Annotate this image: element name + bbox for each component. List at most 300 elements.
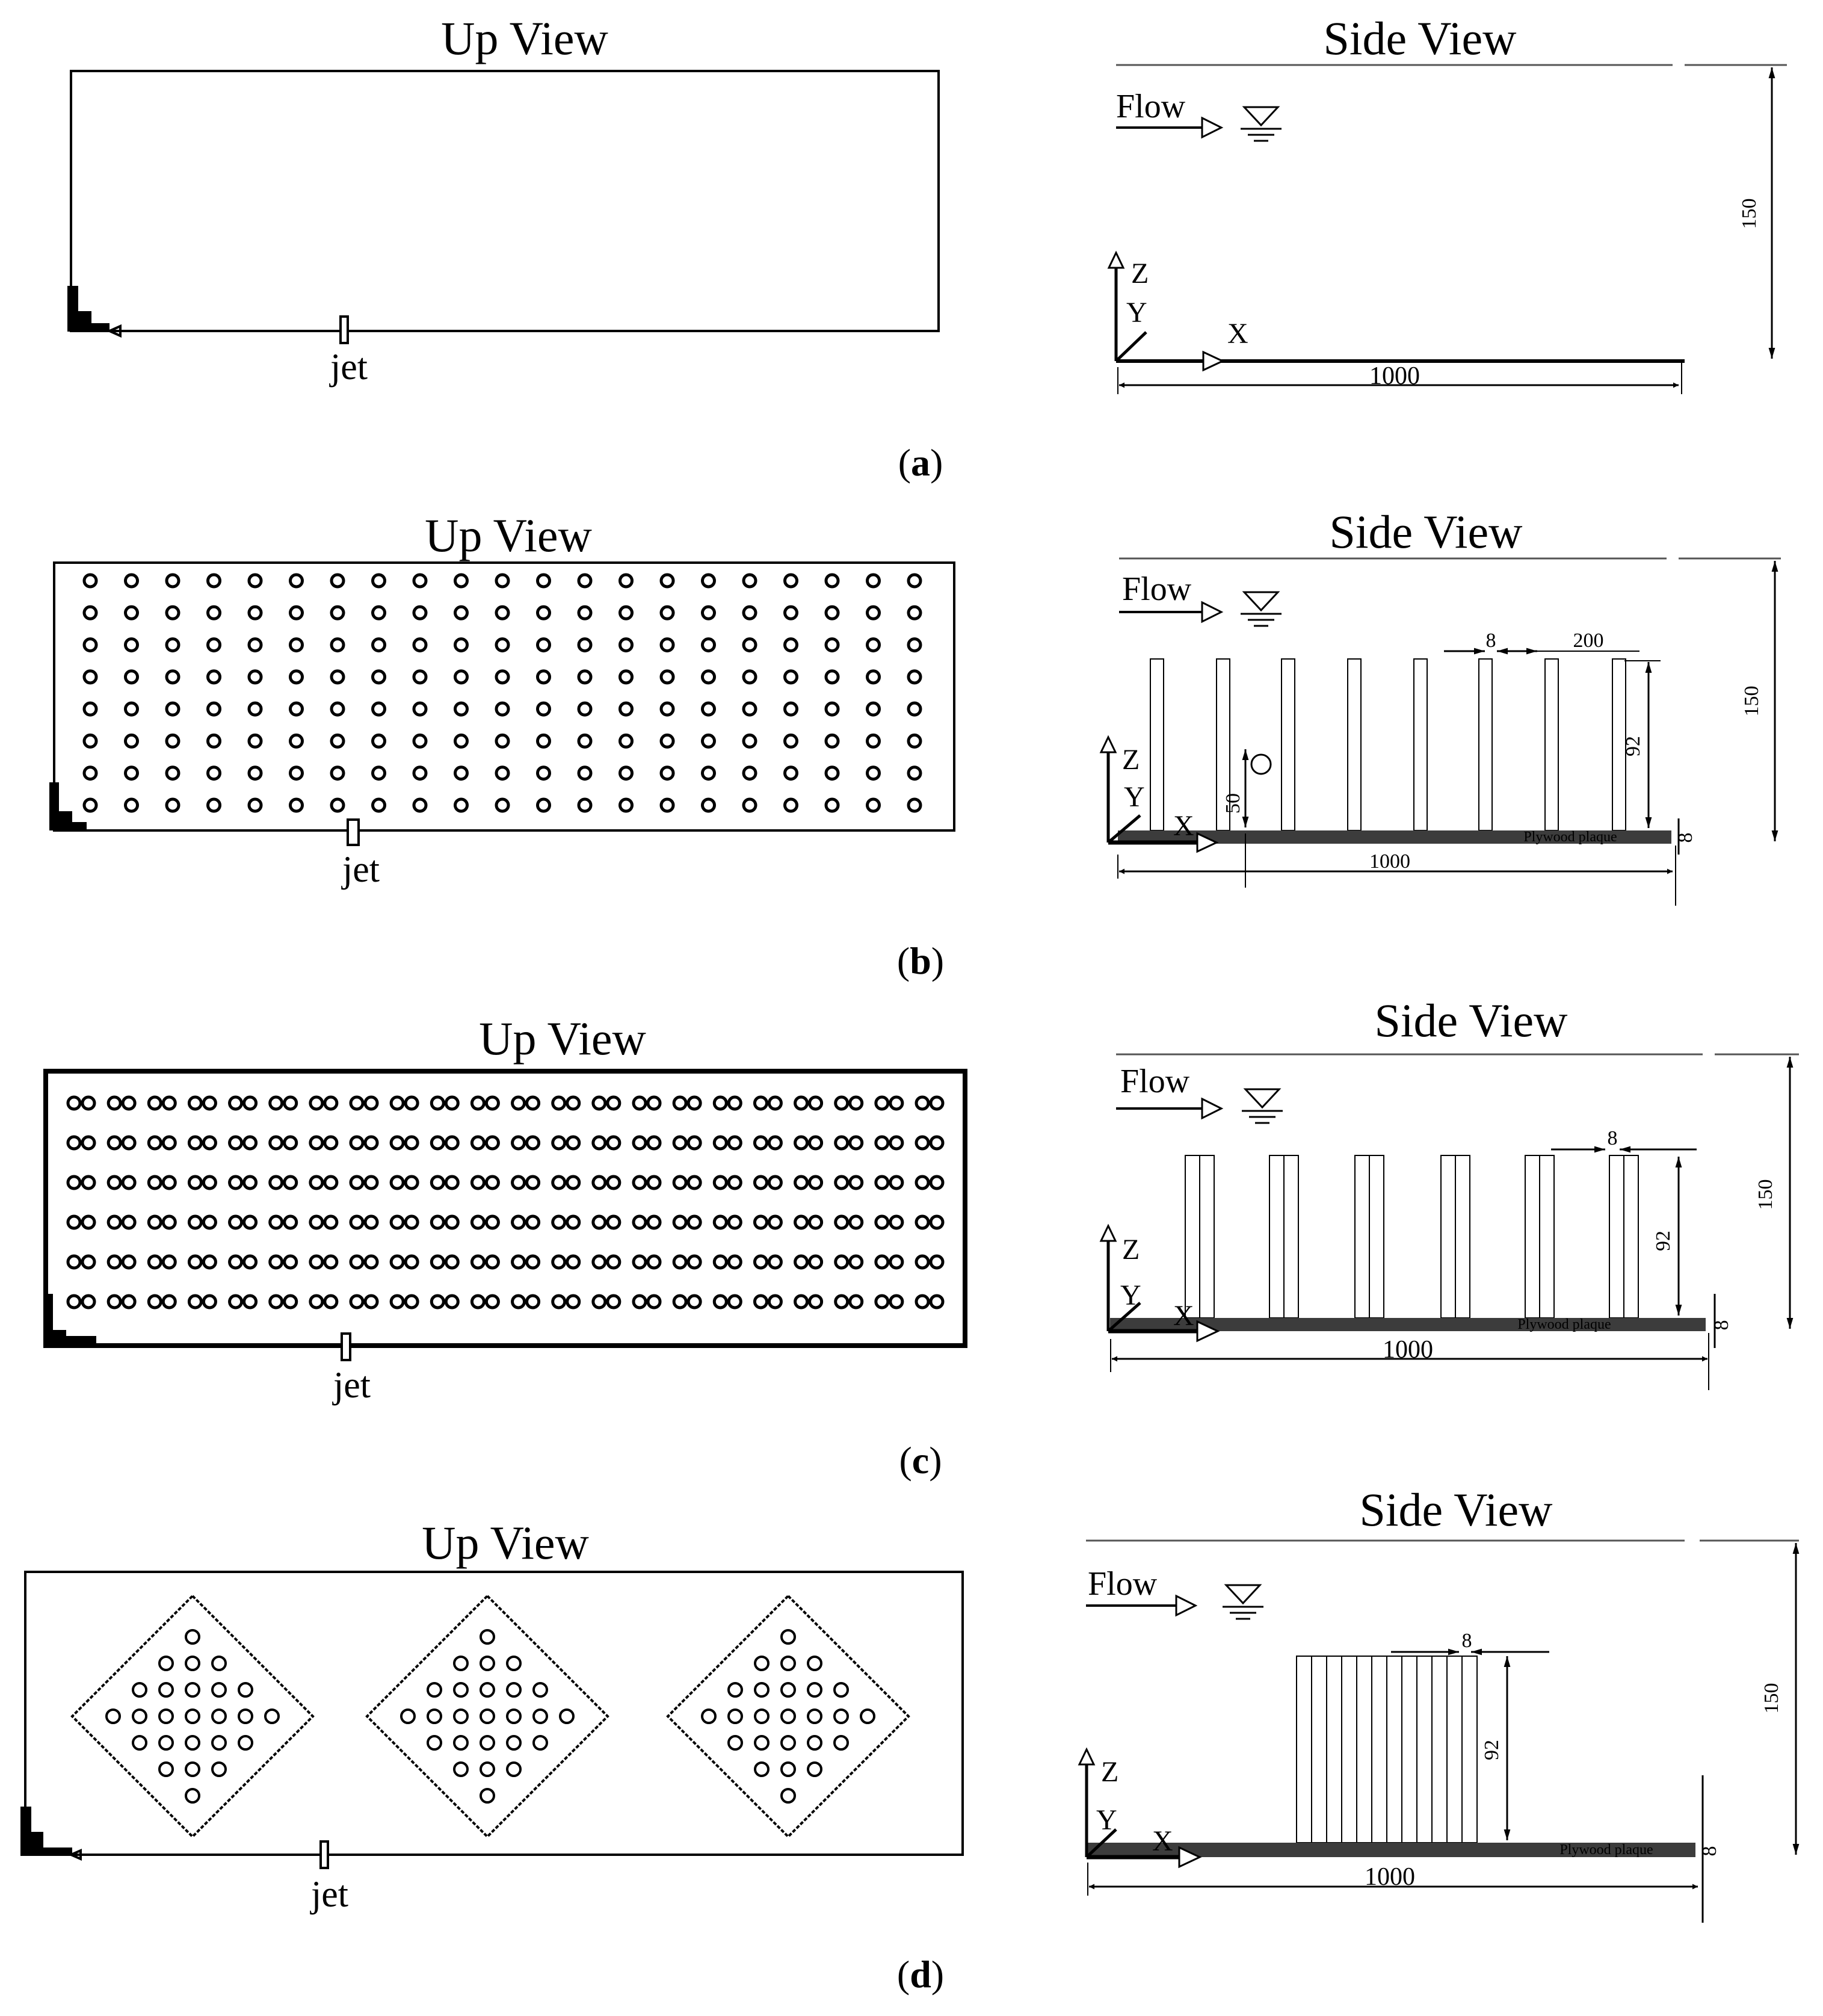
- roughness-element-pair: [391, 1256, 418, 1268]
- roughness-element: [167, 575, 179, 587]
- element-width-label: 8: [1607, 1127, 1618, 1149]
- panel-label-a: (a): [898, 441, 943, 484]
- roughness-element: [785, 703, 797, 715]
- roughness-element-pair: [795, 1097, 822, 1109]
- roughness-element: [428, 1683, 441, 1696]
- roughness-element-pair: [634, 1216, 660, 1228]
- up-view-d: [20, 1517, 963, 1915]
- roughness-element: [538, 639, 550, 651]
- roughness-element: [414, 735, 426, 747]
- roughness-element: [755, 1763, 768, 1776]
- roughness-element: [661, 799, 673, 811]
- roughness-element-pair: [634, 1097, 660, 1109]
- roughness-element: [212, 1736, 226, 1749]
- roughness-element: [729, 1683, 742, 1696]
- roughness-element-pair: [674, 1216, 700, 1228]
- roughness-element: [481, 1789, 494, 1802]
- flow-label: Flow: [1116, 88, 1186, 125]
- z-axis-arrow-icon: [1101, 737, 1115, 752]
- roughness-element-pair: [270, 1097, 297, 1109]
- roughness-element: [826, 671, 838, 683]
- roughness-element: [560, 1710, 573, 1723]
- roughness-element: [373, 799, 385, 811]
- roughness-element: [291, 575, 303, 587]
- roughness-element: [454, 1657, 467, 1670]
- flow-label: Flow: [1120, 1063, 1190, 1100]
- roughness-element-pair: [876, 1256, 902, 1268]
- roughness-element: [167, 671, 179, 683]
- roughness-element-pair: [836, 1177, 862, 1189]
- roughness-element-pair: [149, 1137, 175, 1149]
- water-level-icon: [1223, 1585, 1263, 1619]
- element-height-label: 92: [1481, 1740, 1503, 1760]
- roughness-element-pair: [513, 1256, 539, 1268]
- roughness-element: [186, 1683, 199, 1696]
- roughness-element: [834, 1683, 848, 1696]
- roughness-element: [908, 767, 921, 779]
- roughness-element-pair: [836, 1216, 862, 1228]
- roughness-element: [702, 1710, 715, 1723]
- z-axis-arrow-icon: [1109, 253, 1123, 268]
- roughness-element-pair: [513, 1137, 539, 1149]
- element-height-label: 92: [1622, 736, 1644, 756]
- roughness-element-pair: [431, 1256, 458, 1268]
- roughness-element-pair: [714, 1296, 741, 1308]
- roughness-element: [834, 1710, 848, 1723]
- roughness-element: [414, 639, 426, 651]
- roughness-element: [373, 703, 385, 715]
- length-dimension-label: 1000: [1369, 850, 1410, 873]
- diamond-roughness-clusters: [72, 1596, 908, 1837]
- roughness-element: [1297, 1656, 1312, 1843]
- roughness-element: [414, 607, 426, 619]
- roughness-element-pair: [68, 1137, 94, 1149]
- roughness-element: [782, 1710, 795, 1723]
- roughness-element: [212, 1710, 226, 1723]
- roughness-element: [159, 1710, 173, 1723]
- roughness-element-pair: [189, 1256, 215, 1268]
- roughness-element: [186, 1763, 199, 1776]
- roughness-element: [133, 1736, 146, 1749]
- roughness-element: [126, 703, 138, 715]
- roughness-element: [808, 1683, 821, 1696]
- roughness-element: [785, 639, 797, 651]
- roughness-element: [785, 767, 797, 779]
- roughness-element: [186, 1630, 199, 1643]
- roughness-element: [249, 799, 261, 811]
- roughness-element-grid: [68, 1097, 943, 1308]
- roughness-element-pair: [472, 1097, 498, 1109]
- roughness-element: [661, 735, 673, 747]
- roughness-element: [373, 671, 385, 683]
- roughness-element-pair: [553, 1216, 579, 1228]
- roughness-element: [332, 607, 344, 619]
- roughness-element: [455, 639, 467, 651]
- roughness-element: [208, 607, 220, 619]
- roughness-element: [1402, 1656, 1417, 1843]
- y-axis-label: Y: [1096, 1804, 1117, 1836]
- roughness-element: [291, 703, 303, 715]
- roughness-element: [212, 1763, 226, 1776]
- roughness-element: [579, 575, 591, 587]
- roughness-element-pair: [674, 1177, 700, 1189]
- roughness-element: [908, 799, 921, 811]
- roughness-element: [481, 1710, 494, 1723]
- x-axis-label: X: [1227, 318, 1248, 350]
- roughness-element-pair: [593, 1177, 620, 1189]
- roughness-element: [481, 1630, 494, 1643]
- roughness-element: [579, 703, 591, 715]
- panel-c: [43, 994, 1799, 1482]
- length-dimension-label: 1000: [1369, 362, 1420, 390]
- roughness-element-pairs: [1185, 1155, 1638, 1318]
- roughness-element-pair: [149, 1097, 175, 1109]
- roughness-element: [239, 1710, 252, 1723]
- roughness-element: [455, 607, 467, 619]
- jet-label: jet: [342, 849, 380, 890]
- roughness-element-pair: [876, 1097, 902, 1109]
- roughness-element: [454, 1763, 467, 1776]
- roughness-element: [401, 1710, 415, 1723]
- roughness-element-pair: [270, 1177, 297, 1189]
- y-axis-label: Y: [1120, 1279, 1141, 1311]
- roughness-element: [212, 1683, 226, 1696]
- roughness-element: [1348, 659, 1361, 830]
- roughness-element: [826, 799, 838, 811]
- roughness-element-pair: [754, 1216, 781, 1228]
- side-view-c: [1101, 994, 1799, 1390]
- side-view-b: [1101, 506, 1781, 906]
- roughness-element-pair: [230, 1296, 256, 1308]
- roughness-element: [782, 1630, 795, 1643]
- plate-label: Plywood plaque: [1523, 829, 1617, 845]
- roughness-element: [167, 799, 179, 811]
- roughness-element: [661, 703, 673, 715]
- panel-b: [49, 506, 1781, 982]
- roughness-element: [208, 671, 220, 683]
- roughness-element: [579, 799, 591, 811]
- roughness-element: [1432, 1656, 1447, 1843]
- roughness-element: [167, 607, 179, 619]
- roughness-element: [1312, 1656, 1327, 1843]
- roughness-element-pair: [351, 1216, 377, 1228]
- roughness-element: [332, 671, 344, 683]
- roughness-element-pair: [391, 1097, 418, 1109]
- roughness-element-pair: [754, 1097, 781, 1109]
- roughness-element-pair: [593, 1097, 620, 1109]
- roughness-element: [159, 1683, 173, 1696]
- roughness-element: [744, 575, 756, 587]
- roughness-element: [126, 799, 138, 811]
- roughness-element: [744, 799, 756, 811]
- roughness-element-pair: [795, 1296, 822, 1308]
- roughness-element: [414, 575, 426, 587]
- roughness-element: [861, 1710, 874, 1723]
- roughness-element-pair: [149, 1256, 175, 1268]
- roughness-element-pair: [431, 1296, 458, 1308]
- roughness-element: [661, 767, 673, 779]
- roughness-element: [84, 767, 96, 779]
- roughness-element-pair: [754, 1177, 781, 1189]
- roughness-element: [620, 799, 632, 811]
- roughness-element: [126, 671, 138, 683]
- roughness-element: [291, 607, 303, 619]
- roughness-element: [782, 1736, 795, 1749]
- roughness-element-pair: [108, 1256, 135, 1268]
- up-view-title: Up View: [425, 509, 592, 561]
- roughness-element: [868, 767, 880, 779]
- element-width-label: 8: [1461, 1630, 1472, 1652]
- roughness-element: [249, 767, 261, 779]
- height-dimension-label: 150: [1738, 198, 1760, 229]
- element-height-label: 92: [1652, 1231, 1674, 1251]
- plate-thickness-label: 8: [1710, 1320, 1733, 1331]
- roughness-element-pair: [108, 1137, 135, 1149]
- roughness-element: [620, 767, 632, 779]
- roughness-element-pair: [634, 1177, 660, 1189]
- roughness-element: [249, 671, 261, 683]
- roughness-element: [208, 735, 220, 747]
- roughness-element: [428, 1736, 441, 1749]
- roughness-element: [908, 639, 921, 651]
- roughness-element: [620, 607, 632, 619]
- roughness-element-pair: [916, 1097, 943, 1109]
- roughness-element: [826, 639, 838, 651]
- roughness-element: [908, 575, 921, 587]
- y-axis: [1116, 332, 1146, 361]
- up-view-title: Up View: [441, 12, 608, 64]
- roughness-element: [454, 1710, 467, 1723]
- roughness-element: [661, 607, 673, 619]
- side-view-title: Side View: [1323, 12, 1517, 64]
- z-axis-arrow-icon: [1079, 1749, 1094, 1764]
- roughness-element: [1545, 659, 1558, 830]
- roughness-element-pair: [876, 1296, 902, 1308]
- roughness-element: [868, 703, 880, 715]
- roughness-element: [579, 607, 591, 619]
- panel-label-d: (d): [896, 1953, 945, 1996]
- roughness-element: [186, 1710, 199, 1723]
- roughness-element: [1150, 659, 1164, 830]
- plate-label: Plywood plaque: [1517, 1317, 1611, 1332]
- roughness-element-pair: [714, 1256, 741, 1268]
- jet-label: jet: [311, 1874, 348, 1915]
- roughness-element: [782, 1683, 795, 1696]
- up-view-a: [67, 12, 939, 388]
- roughness-element-pair: [351, 1296, 377, 1308]
- roughness-element: [133, 1683, 146, 1696]
- y-axis-label: Y: [1126, 297, 1147, 329]
- x-axis-label: X: [1173, 810, 1194, 842]
- roughness-element: [534, 1710, 547, 1723]
- roughness-element: [332, 799, 344, 811]
- roughness-element: [249, 575, 261, 587]
- roughness-element-pair: [431, 1097, 458, 1109]
- flume-outline: [71, 71, 939, 331]
- corner-origin-marker: [20, 1807, 72, 1856]
- roughness-element: [908, 703, 921, 715]
- diamond-outline: [668, 1596, 908, 1837]
- roughness-element-pair: [149, 1177, 175, 1189]
- roughness-element-pair: [189, 1216, 215, 1228]
- roughness-element: [455, 767, 467, 779]
- roughness-element-pair: [68, 1256, 94, 1268]
- roughness-element-pair: [189, 1097, 215, 1109]
- roughness-element: [167, 735, 179, 747]
- up-view-c: [43, 1012, 965, 1406]
- roughness-element: [661, 575, 673, 587]
- flow-arrow-icon: [1202, 118, 1221, 137]
- roughness-element: [808, 1763, 821, 1776]
- roughness-element: [661, 671, 673, 683]
- roughness-element: [538, 703, 550, 715]
- roughness-element: [785, 575, 797, 587]
- roughness-element: [908, 671, 921, 683]
- roughness-element: [782, 1789, 795, 1802]
- diamond-outline: [72, 1596, 313, 1837]
- roughness-element: [826, 575, 838, 587]
- roughness-element: [159, 1763, 173, 1776]
- roughness-element: [1417, 1656, 1432, 1843]
- roughness-element-pair: [391, 1177, 418, 1189]
- roughness-element: [507, 1710, 520, 1723]
- roughness-element: [208, 799, 220, 811]
- roughness-element-pair: [431, 1216, 458, 1228]
- roughness-element-pair: [149, 1216, 175, 1228]
- roughness-element: [620, 671, 632, 683]
- roughness-element: [744, 639, 756, 651]
- roughness-element-pair: [149, 1296, 175, 1308]
- roughness-element-pair: [916, 1137, 943, 1149]
- roughness-element-pair: [714, 1137, 741, 1149]
- roughness-element: [755, 1657, 768, 1670]
- roughness-element: [454, 1736, 467, 1749]
- roughness-element: [620, 703, 632, 715]
- length-dimension-label: 1000: [1365, 1863, 1415, 1891]
- roughness-element: [868, 735, 880, 747]
- roughness-element: [744, 735, 756, 747]
- roughness-element-grid: [84, 575, 921, 811]
- roughness-element-pair: [836, 1097, 862, 1109]
- x-axis-label: X: [1173, 1300, 1194, 1332]
- roughness-element: [249, 607, 261, 619]
- roughness-element: [808, 1736, 821, 1749]
- roughness-element-pair: [634, 1256, 660, 1268]
- roughness-element-pair: [68, 1216, 94, 1228]
- roughness-element: [782, 1657, 795, 1670]
- roughness-element: [291, 799, 303, 811]
- roughness-element: [744, 607, 756, 619]
- roughness-element: [507, 1763, 520, 1776]
- roughness-element: [126, 575, 138, 587]
- roughness-element-pair: [472, 1256, 498, 1268]
- roughness-element: [538, 735, 550, 747]
- roughness-element: [661, 639, 673, 651]
- roughness-element-pair: [391, 1296, 418, 1308]
- flow-label: Flow: [1122, 570, 1192, 608]
- roughness-element: [826, 767, 838, 779]
- roughness-element-pair: [714, 1097, 741, 1109]
- plate-thickness-label: 8: [1698, 1846, 1721, 1857]
- roughness-element: [496, 639, 508, 651]
- roughness-element: [496, 703, 508, 715]
- roughness-element-pair: [108, 1296, 135, 1308]
- roughness-element: [620, 639, 632, 651]
- roughness-element-pair: [674, 1137, 700, 1149]
- element-width-label: 8: [1485, 629, 1496, 652]
- roughness-element: [868, 575, 880, 587]
- roughness-element-pair: [351, 1137, 377, 1149]
- height-dimension-label: 150: [1760, 1683, 1783, 1714]
- roughness-element-pair: [230, 1137, 256, 1149]
- roughness-element-pair: [553, 1296, 579, 1308]
- jet-marker: [321, 1841, 328, 1868]
- roughness-element: [481, 1683, 494, 1696]
- roughness-element-pair: [310, 1137, 337, 1149]
- roughness-element: [579, 735, 591, 747]
- roughness-element: [826, 735, 838, 747]
- up-view-title: Up View: [479, 1012, 646, 1065]
- flume-outline: [54, 563, 954, 830]
- roughness-element: [729, 1710, 742, 1723]
- roughness-element-pair: [916, 1296, 943, 1308]
- corner-origin-marker: [49, 782, 87, 830]
- roughness-element-pair: [754, 1296, 781, 1308]
- roughness-element-pair: [754, 1256, 781, 1268]
- height-dimension-label: 150: [1754, 1179, 1777, 1210]
- roughness-element: [579, 639, 591, 651]
- roughness-element: [1387, 1656, 1402, 1843]
- roughness-element: [703, 735, 715, 747]
- roughness-element: [291, 735, 303, 747]
- roughness-element: [332, 703, 344, 715]
- roughness-element: [703, 799, 715, 811]
- roughness-element-pair: [916, 1216, 943, 1228]
- roughness-element: [496, 671, 508, 683]
- roughness-element-pair: [513, 1216, 539, 1228]
- roughness-element-pair: [836, 1296, 862, 1308]
- roughness-element: [620, 735, 632, 747]
- roughness-element-pair: [593, 1296, 620, 1308]
- roughness-element-block: [1297, 1656, 1477, 1843]
- roughness-element: [496, 799, 508, 811]
- flow-label: Flow: [1088, 1565, 1158, 1603]
- roughness-element: [455, 735, 467, 747]
- roughness-element: [159, 1736, 173, 1749]
- roughness-element: [703, 607, 715, 619]
- roughness-element: [908, 735, 921, 747]
- roughness-element: [208, 575, 220, 587]
- roughness-element: [454, 1683, 467, 1696]
- water-level-icon: [1242, 1089, 1283, 1123]
- roughness-element: [481, 1657, 494, 1670]
- roughness-element-pair: [714, 1177, 741, 1189]
- roughness-element: [249, 703, 261, 715]
- roughness-element-pair: [754, 1137, 781, 1149]
- roughness-element-pair: [472, 1216, 498, 1228]
- roughness-element: [84, 639, 96, 651]
- roughness-element: [782, 1763, 795, 1776]
- roughness-element: [249, 735, 261, 747]
- roughness-element: [414, 767, 426, 779]
- roughness-element: [534, 1683, 547, 1696]
- roughness-element-pair: [391, 1137, 418, 1149]
- length-dimension-label: 1000: [1383, 1336, 1433, 1364]
- roughness-element: [208, 703, 220, 715]
- roughness-element-pair: [795, 1216, 822, 1228]
- roughness-element: [507, 1657, 520, 1670]
- roughness-element: [755, 1736, 768, 1749]
